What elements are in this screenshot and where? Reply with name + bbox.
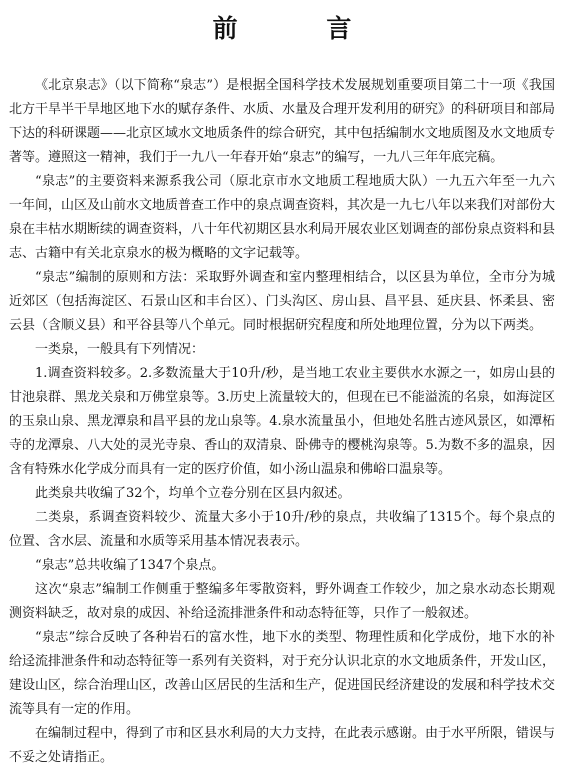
paragraph-class-one-count: 此类泉共收编了32个，均单个立卷分别在区县内叙述。: [35, 486, 351, 501]
paragraph-class-one-heading: 一类泉，一般具有下列情况：: [35, 342, 205, 357]
document-body: [9, 74, 555, 770]
paragraph-limitations: 这次“泉志”编制工作侧重于整编多年零散资料，野外调查工作较少，加之泉水动态长期观测资料缺乏，故对泉的成因、补给迳流排泄条件和动态特征等，只作了一般叙述。: [9, 582, 555, 621]
paragraph-acknowledgements: 在编制过程中，得到了市和区县水利局的大力支持，在此表示感谢。由于水平所限，错误与不妥之处请指正。: [9, 726, 556, 765]
page-title: 前 言: [212, 14, 392, 43]
paragraph-intro: 《北京泉志》（以下简称“泉志”）是根据全国科学技术发展规划重要项目第二十一项《我国北方干旱半干旱地区地下水的赋存条件、水质、水量及合理开发利用的研究》的科研项目和部局下达的科研课题——北京区域水文地质条件的综合研究，其中包括编制水文地质图及水文地质专著等。遵照这一精神，我们于一九八一年春开始“泉志”的编写，一九八三年年底完稿。: [9, 78, 556, 165]
paragraph-sources: “泉志”的主要资料来源系我公司（原北京市水文地质工程地质大队）一九五六年至一九六一年间，山区及山前水文地质普查工作中的泉点调查资料，其次是一九七八年以来我们对部份大泉在丰枯水期断续的调查资料，八十年代初期区县水利局开展农业区划调查的部份泉点资料和县志、古籍中有关北京泉水的极为概略的文字记载等。: [9, 174, 556, 261]
paragraph-total: “泉志”总共收编了1347个泉点。: [35, 558, 225, 573]
paragraph-significance: “泉志”综合反映了各种岩石的富水性，地下水的类型、物理性质和化学成份，地下水的补给迳流排泄条件和动态特征等一系列有关资料，对于充分认识北京的水文地质条件，开发山区，建设山区，综合治理山区，改善山区居民的生活和生产，促进国民经济建设的发展和科学技术交流等具有一定的作用。: [9, 630, 556, 717]
paragraph-class-one-criteria: 1.调查资料较多。2.多数流量大于10升/秒，是当地工农业主要供水水源之一，如房山县的甘池泉群、黑龙关泉和万佛堂泉等。3.历史上流量较大的，但现在已不能溢流的名泉，如海淀区的玉泉山泉、黑龙潭泉和昌平县的龙山泉等。4.泉水流量虽小，但地处名胜古迹风景区，如潭柘寺的龙潭泉、八大处的灵光寺泉、香山的双清泉、卧佛寺的樱桃沟泉等。5.为数不多的温泉，因含有特殊水化学成分而具有一定的医疗价值，如小汤山温泉和佛峪口温泉等。: [9, 366, 555, 477]
paragraph-class-two: 二类泉，系调查资料较少、流量大多小于10升/秒的泉点，共收编了1315个。每个泉点的位置、含水层、流量和水质等采用基本情况表表示。: [9, 510, 555, 549]
paragraph-methods: “泉志”编制的原则和方法：采取野外调查和室内整理相结合，以区县为单位，全市分为城近郊区（包括海淀区、石景山区和丰台区）、门头沟区、房山县、昌平县、延庆县、怀柔县、密云县（含顺义县）和平谷县等八个单元。同时根据研究程度和所处地理位置，分为以下两类。: [9, 270, 555, 333]
